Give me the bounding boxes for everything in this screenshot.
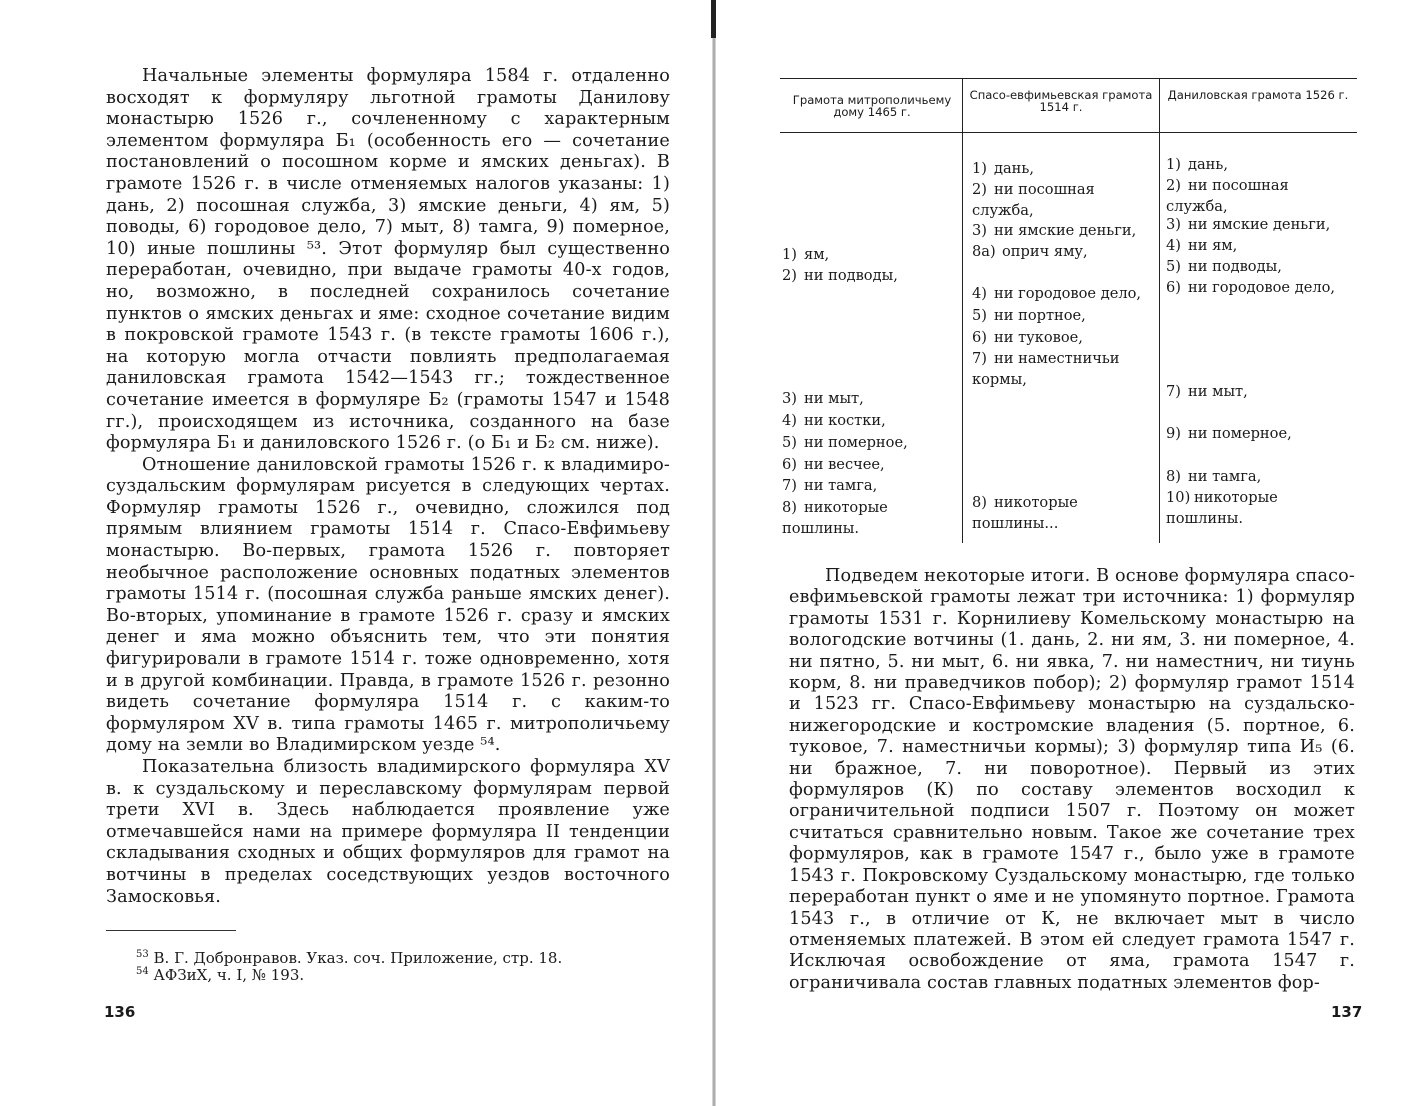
table-cell: 3) ни ямские деньги, [1166,216,1331,233]
table-cell: 10) никоторые пошлины. [1166,489,1278,527]
table-cell: 7) ни наместничьи кормы, [972,350,1120,388]
footnote-text: АФЗиХ, ч. I, № 193. [153,966,305,984]
right-page-body [789,566,1355,994]
page-number: 136 [104,1003,136,1021]
table-cell: 4) ни городовое дело, [972,285,1142,302]
table-cell: 5) ни портное, [972,307,1086,324]
left-page-body [106,66,670,908]
table-cell: 5) ни померное, [782,434,908,451]
table-header-1514: Спасо-евфимьевская грамота 1514 г. [969,88,1153,114]
table-column-divider [1159,78,1160,543]
table-cell: 7) ни тамга, [782,477,878,494]
table-header-1526: Даниловская грамота 1526 г. [1167,88,1349,102]
footnote-divider [106,930,236,931]
footnote-number: 54 [136,966,149,977]
table-cell: 9) ни померное, [1166,425,1292,442]
page-number: 137 [1331,1003,1363,1021]
table-cell: 8) никоторые пошлины... [972,494,1078,532]
table-cell: 4) ни костки, [782,412,886,429]
paragraph: Подведем некоторые итоги. В основе формуляра спасо-евфимьевской грамоты лежат три источника: 1) формуляр грамоты 1531 г. Корнилиеву Комельскому монастырю на вологодские вотчины (1. дань, 2. ни ям, 3. ни померное, 4. ни пятно, 5. ни мыт, 6. ни явка, 7. ни наместнич, ни тиунь корм, 8. ни праведчиков побор); 2) формуляр грамот 1514 и 1523 гг. Спасо-Евфимьеву монастырю на суздальско-нижегородские и костромские владения (5. портное, 6. туковое, 7. наместничьи кормы); 3) формуляр типа И₅ (6. ни бражное, 7. ни поворотное). Первый из этих формуляров (К) по составу элементов восходил к ограничительной подписи 1507 г. Поэтому он может считаться сравнительно новым. Такое же сочетание трех формуляров, как в грамоте 1547 г., было уже в грамоте 1543 г. Покровскому Суздальскому монастырю, где только переработан пункт о яме и не упомянуто портное. Грамота 1543 г., в отличие от К, не включает мыт в число отменяемых платежей. В этом ей следует грамота 1547 г. Исключая освобождение от яма, грамота 1547 г. ограничивала состав главных податных элементов фор- [789,566,1355,993]
table-header-rule [780,132,1357,133]
comparison-table [780,78,1357,543]
footnote-number: 53 [136,949,149,960]
table-cell: 8а) оприч яму, [972,243,1088,260]
table-cell: 8) ни тамга, [1166,468,1262,485]
table-cell: 7) ни мыт, [1166,383,1248,400]
left-page [0,0,712,1106]
table-header-1465: Грамота митрополичьему дому 1465 г. [792,93,952,119]
table-cell: 2) ни посошная служба, [972,181,1095,219]
paragraph: Начальные элементы формуляра 1584 г. отдаленно восходят к формуляру льготной грамоты Данилову монастырю 1526 г., сочлененному с характерным элементом формуляра Б₁ (особенность его — сочетание постановлений о посошном корме и ямских деньгах). В грамоте 1526 г. в числе отменяемых налогов указаны: 1) дань, 2) посошная служба, 3) ямские деньги, 4) ям, 5) поводы, 6) городовое дело, 7) мыт, 8) тамга, 9) померное, 10) иные пошлины ⁵³. Этот формуляр был существенно переработан, очевидно, при выдаче грамоты 40-х годов, но, возможно, в последней сохранилось сочетание пунктов о ямских деньгах и яме: сходное сочетание видим в покровской грамоте 1543 г. (в тексте грамоты 1606 г.), на которую могла отчасти повлиять предполагаемая даниловская грамота 1542—1543 гг.; тождественное сочетание имеется в формуляре Б₂ (грамоты 1547 и 1548 гг.), происходящем из источника, созданного на базе формуляра Б₁ и даниловского 1526 г. (о Б₁ и Б₂ см. ниже). [106,66,670,454]
table-top-rule [780,78,1357,79]
table-column-divider [962,78,963,543]
table-cell: 8) никоторые пошлины. [782,499,888,537]
footnotes [136,950,676,984]
table-cell: 5) ни подводы, [1166,258,1282,275]
table-cell: 2) ни посошная служба, [1166,177,1289,215]
table-cell: 3) ни мыт, [782,390,864,407]
footnote-text: В. Г. Добронравов. Указ. соч. Приложение, стр. 18. [153,949,563,967]
footnote-item [136,967,676,984]
table-cell: 1) ям, [782,246,830,263]
table-cell: 6) ни туковое, [972,329,1083,346]
table-cell: 2) ни подводы, [782,267,898,284]
table-cell: 6) ни весчее, [782,456,885,473]
table-cell: 1) дань, [972,160,1034,177]
table-cell: 3) ни ямские деньги, [972,222,1137,239]
table-cell: 4) ни ям, [1166,237,1238,254]
footnote-item [136,950,676,967]
paragraph: Показательна близость владимирского формуляра XV в. к суздальскому и переславскому формулярам первой трети XVI в. Здесь наблюдается проявление уже отмечавшейся нами на примере формуляра II тенденции складывания сходных и общих формуляров для грамот на вотчины в пределах соседствующих уездов восточного Замосковья. [106,757,670,907]
table-cell: 1) дань, [1166,156,1228,173]
table-cell: 6) ни городовое дело, [1166,279,1336,296]
right-page [716,0,1427,1106]
paragraph: Отношение даниловской грамоты 1526 г. к владимиро-суздальским формулярам рисуется в следующих чертах. Формуляр грамоты 1526 г., очевидно, сложился под прямым влиянием грамоты 1514 г. Спасо-Евфимьеву монастырю. Во-первых, грамота 1526 г. повторяет необычное расположение основных податных элементов грамоты 1514 г. (посошная служба раньше ямских денег). Во-вторых, упоминание в грамоте 1526 г. сразу и ямских денег и яма можно объяснить тем, что эти понятия фигурировали в грамоте 1514 г. тоже одновременно, хотя и в другой комбинации. Правда, в грамоте 1526 г. резонно видеть сочетание формуляра 1514 г. с каким-то формуляром XV в. типа грамоты 1465 г. митрополичьему дому на земли во Владимирском уезде ⁵⁴. [106,454,670,756]
